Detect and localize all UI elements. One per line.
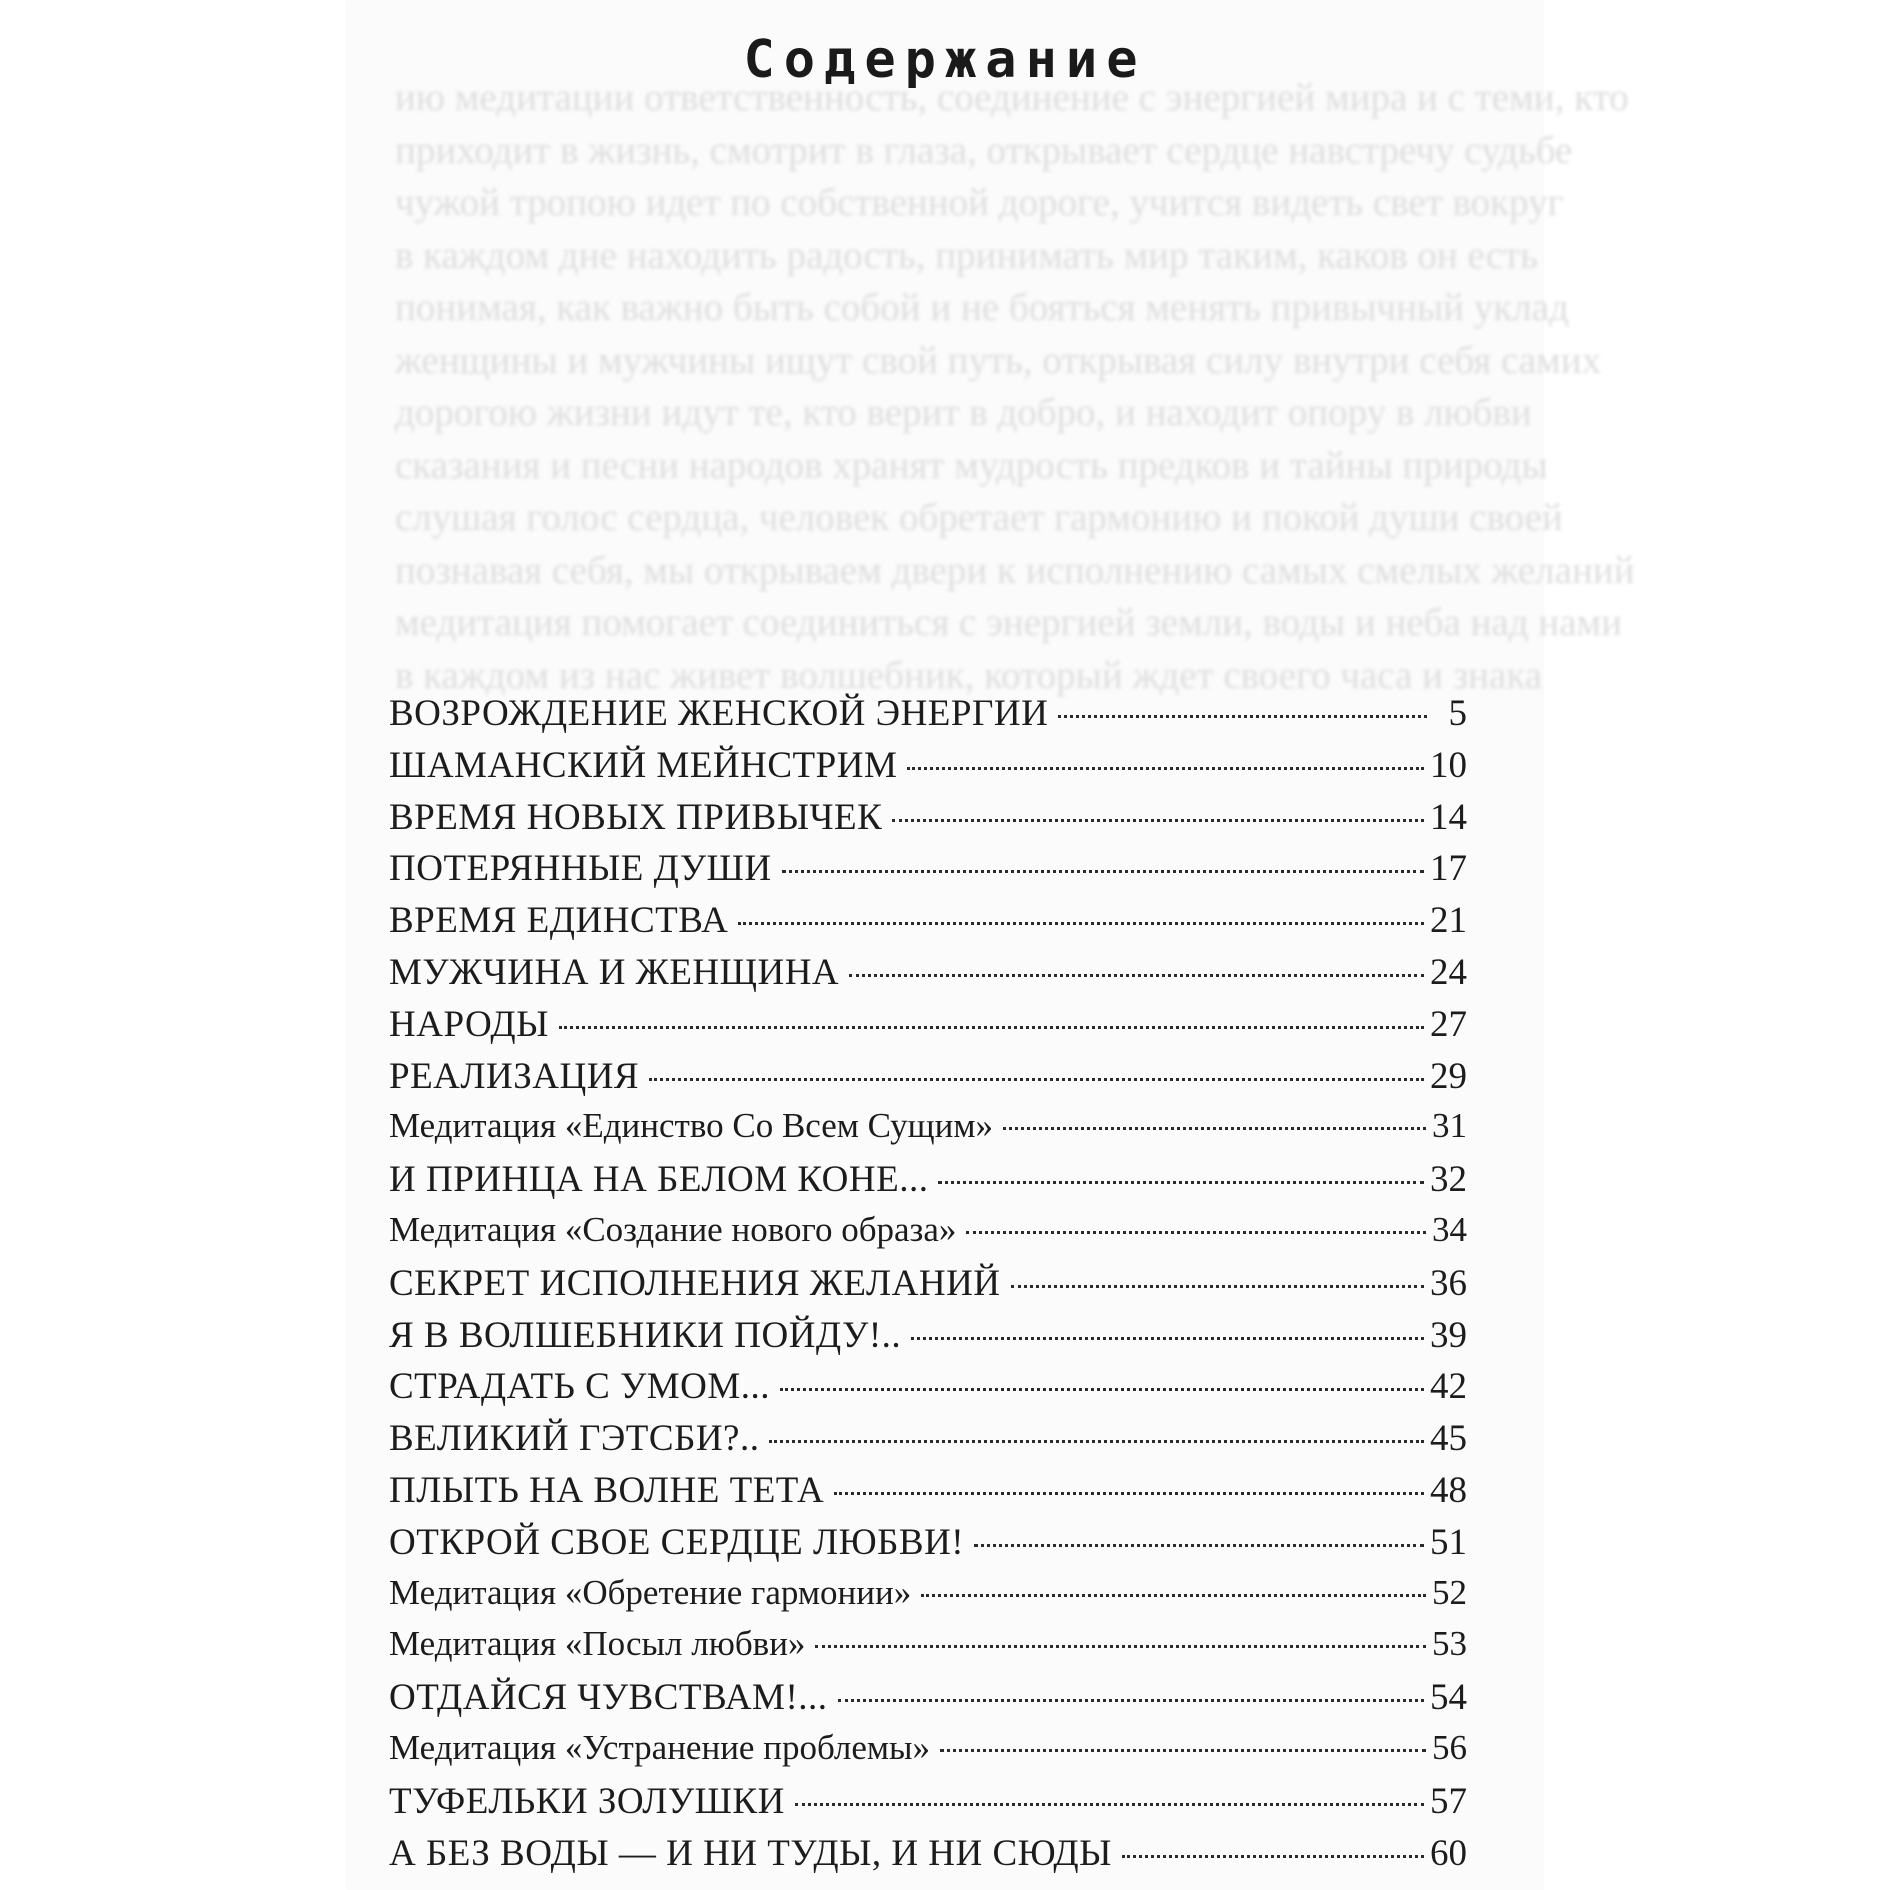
toc-entry-page-number: 42 [1430,1366,1467,1408]
toc-entry-page-number: 10 [1430,744,1467,786]
page-title: Содержание [743,30,1147,90]
toc-entry-page-number: 17 [1430,848,1467,890]
toc-entry-title: Я В ВОЛШЕБНИКИ ПОЙДУ!.. [389,1314,902,1356]
toc-entry[interactable] [389,1573,1467,1625]
toc-entry-title: ВЕЛИКИЙ ГЭТСБИ?.. [389,1418,760,1460]
toc-entry[interactable] [389,1728,1467,1780]
dot-leader [940,1749,1426,1752]
toc-entry-title: СТРАДАТЬ С УМОМ... [389,1366,771,1408]
toc-entry-page-number: 53 [1432,1624,1467,1664]
toc-entry-page-number: 56 [1432,1727,1467,1767]
toc-entry-title: РЕАЛИЗАЦИЯ [389,1055,640,1097]
dot-leader [1003,1127,1426,1130]
dot-leader [559,1026,1424,1029]
toc-entry-page-number: 51 [1430,1521,1467,1563]
toc-entry[interactable] [389,1158,1467,1210]
dot-leader [738,922,1424,925]
toc-entry-page-number: 39 [1430,1314,1467,1356]
dot-leader [769,1440,1424,1443]
toc-entry-title: ВРЕМЯ НОВЫХ ПРИВЫЧЕК [389,796,883,838]
toc-entry[interactable] [389,1365,1467,1417]
toc-entry[interactable] [389,692,1467,744]
toc-entry[interactable] [389,1106,1467,1158]
toc-entry-title: ОТКРОЙ СВОЕ СЕРДЦЕ ЛЮБВИ! [389,1521,965,1563]
toc-entry-page-number: 45 [1430,1418,1467,1460]
dot-leader [1011,1285,1424,1288]
toc-entry-title: Медитация «Единство Со Всем Сущим» [389,1106,993,1146]
dot-leader [966,1231,1426,1234]
toc-entry-title: И ПРИНЦА НА БЕЛОМ КОНЕ... [389,1159,929,1201]
dot-leader [815,1645,1426,1648]
dot-leader [782,870,1424,873]
dot-leader [649,1078,1424,1081]
toc-entry-title: ВОЗРОЖДЕНИЕ ЖЕНСКОЙ ЭНЕРГИИ [389,693,1049,734]
toc-entry[interactable] [389,1314,1467,1366]
toc-entry-page-number: 34 [1432,1209,1467,1249]
toc-entry[interactable] [389,951,1467,1003]
toc-entry[interactable] [389,1262,1467,1314]
toc-entry-title: СЕКРЕТ ИСПОЛНЕНИЯ ЖЕЛАНИЙ [389,1262,1001,1304]
toc-entry-title: ШАМАНСКИЙ МЕЙНСТРИМ [389,744,898,786]
toc-entry[interactable] [389,847,1467,899]
toc-entry-title: Медитация «Устранение проблемы» [389,1727,931,1767]
toc-entry[interactable] [389,1003,1467,1055]
toc-entry-page-number: 21 [1430,900,1467,942]
dot-leader [974,1544,1424,1547]
book-page [347,0,1635,1890]
dot-leader [838,1699,1424,1702]
toc-entry-page-number: 52 [1432,1572,1467,1612]
toc-entry-page-number: 54 [1430,1677,1467,1719]
dot-leader [911,1337,1424,1340]
toc-entry-page-number: 29 [1430,1055,1467,1097]
dot-leader [921,1594,1426,1597]
toc-entry[interactable] [389,1832,1467,1884]
dot-leader [892,819,1424,822]
toc-entry-page-number: 48 [1430,1469,1467,1511]
dot-leader [907,767,1424,770]
toc-entry[interactable] [389,796,1467,848]
bleed-through-text: ию медитации ответственность, соединение с энергией мира и с теми, кто приходит в жизнь, смотрит в глаза, открывает сердце навстречу судьбе чужой тропою идет по собственной дороге, учится видеть свет вокруг в каждом дне находить радость, принимать мир таким, каков он есть понимая, как важно быть собой и не бояться менять привычный уклад женщины и мужчины ищут свой путь, открывая силу внутри себя самих дорогою жизни идут те, кто верит в добро, и находит опору в любви сказания и песни народов хранят мудрость предков и тайны природы слушая голос сердца, человек обретает гармонию и покой души своей познавая себя, мы открываем двери к исполнению самых смелых желаний медитация помогает соединиться с энергией земли, воды и неба над нами в каждом из нас живет волшебник, который ждет своего часа и знака [395,76,1635,697]
toc-entry[interactable] [389,1210,1467,1262]
toc-entry-title: ПОТЕРЯННЫЕ ДУШИ [389,848,772,890]
dot-leader [780,1388,1424,1391]
toc-entry[interactable] [389,1521,1467,1573]
dot-leader [795,1803,1424,1806]
toc-entry-title: НАРОДЫ [389,1003,549,1045]
toc-entry[interactable] [389,1624,1467,1676]
toc-entry[interactable] [389,1055,1467,1107]
toc-entry-page-number: 14 [1430,796,1467,838]
toc-entry-title: МУЖЧИНА И ЖЕНЩИНА [389,951,840,993]
dot-leader [1122,1855,1424,1858]
toc-entry-page-number: 60 [1430,1832,1467,1874]
toc-entry-page-number: 36 [1430,1262,1467,1304]
dot-leader [1058,715,1427,718]
toc-entry[interactable] [389,1469,1467,1521]
toc-entry-title: Медитация «Создание нового образа» [389,1209,957,1249]
toc-entry[interactable] [389,1780,1467,1832]
toc-entry-title: ТУФЕЛЬКИ ЗОЛУШКИ [389,1780,785,1822]
toc-entry-title: ПЛЫТЬ НА ВОЛНЕ ТЕТА [389,1469,825,1511]
toc-entry-title: Медитация «Обретение гармонии» [389,1572,912,1612]
dot-leader [834,1492,1424,1495]
toc-entry-title: А БЕЗ ВОДЫ — И НИ ТУДЫ, И НИ СЮДЫ [389,1832,1112,1874]
toc-entry-page-number: 5 [1448,693,1467,734]
toc-entry-page-number: 57 [1430,1780,1467,1822]
toc-entry-title: ОТДАЙСЯ ЧУВСТВАМ!... [389,1677,828,1719]
toc-entry-title: ВРЕМЯ ЕДИНСТВА [389,900,729,942]
toc-entry-page-number: 32 [1430,1159,1467,1201]
toc-entry[interactable] [389,1676,1467,1728]
table-of-contents [389,692,1467,1883]
toc-entry-page-number: 24 [1430,951,1467,993]
toc-entry[interactable] [389,1417,1467,1469]
toc-entry-page-number: 31 [1432,1106,1467,1146]
toc-entry[interactable] [389,899,1467,951]
dot-leader [849,974,1424,977]
toc-entry-title: Медитация «Посыл любви» [389,1624,806,1664]
toc-entry[interactable] [389,744,1467,796]
dot-leader [938,1181,1424,1184]
toc-entry-page-number: 27 [1430,1003,1467,1045]
